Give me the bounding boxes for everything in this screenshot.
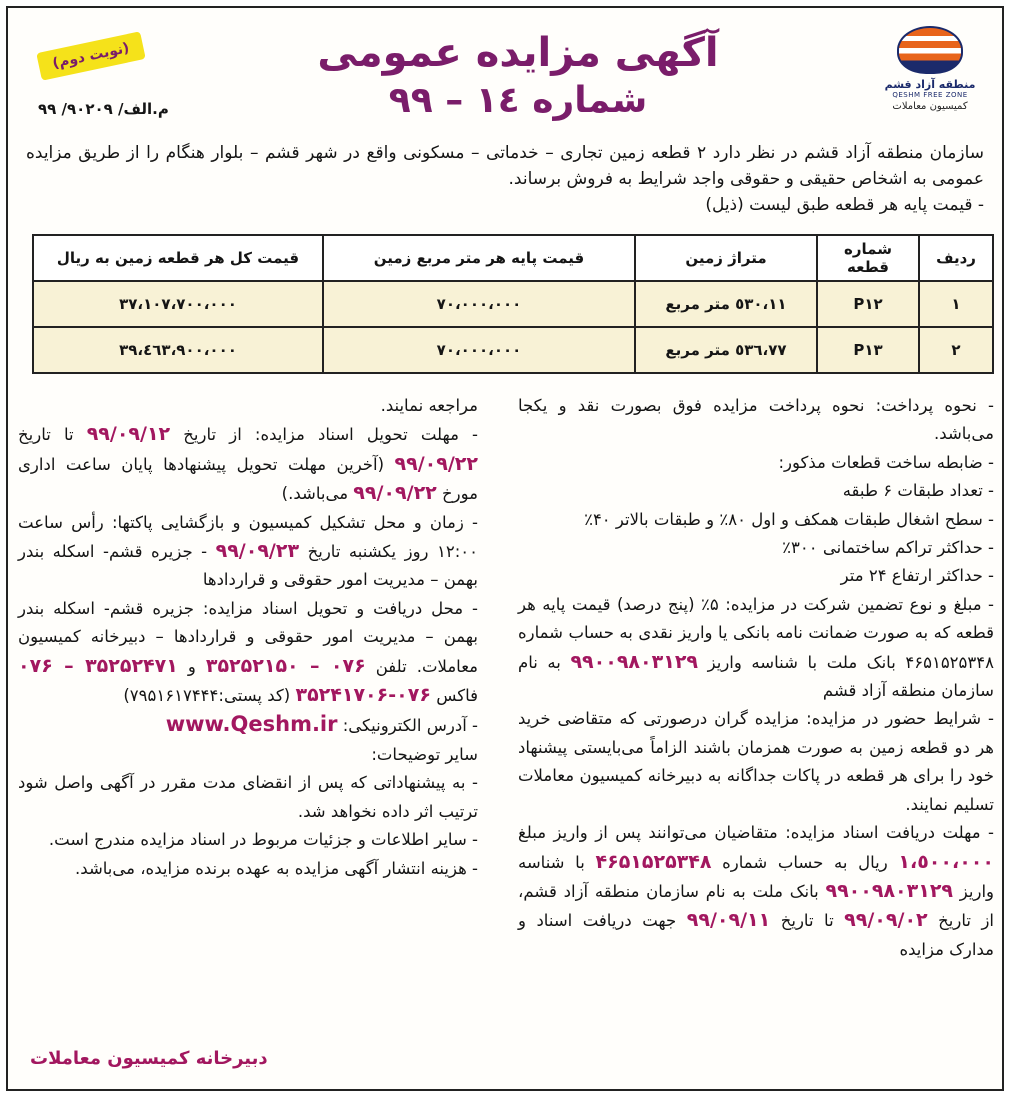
cell-plot: P١٣ <box>817 327 919 373</box>
cell-total-price: ٣٧،١٠٧،٧٠٠،٠٠٠ <box>33 281 323 327</box>
deliv-text-b: تا تاریخ <box>18 425 74 445</box>
docs-amount: ١،٥٠٠،٠٠٠ <box>898 850 995 873</box>
delivery-terms <box>18 420 478 508</box>
height-rule: - حداکثر ارتفاع ۲۴ متر <box>840 566 994 586</box>
cell-row: ١ <box>919 281 993 327</box>
cell-area: ٥٣٦،٧٧ متر مربع <box>635 327 817 373</box>
col-header-total-price: قیمت کل هر قطعه زمین به ریال <box>33 235 323 281</box>
docs-text-b: ریال به حساب شماره <box>722 852 888 872</box>
logo-subtitle: کمیسیون معاملات <box>892 101 968 112</box>
documents-terms <box>518 819 994 964</box>
right-column <box>518 392 994 964</box>
col-header-row: ردیف <box>919 235 993 281</box>
intro-paragraph <box>26 140 984 218</box>
building-rules-title: - ضابطه ساخت قطعات مذکور: <box>778 452 994 472</box>
col-header-plot: شماره قطعه <box>817 235 919 281</box>
deliv-text-d: می‌باشد.) <box>281 484 349 504</box>
qeshm-free-zone-emblem-icon <box>897 26 963 74</box>
docs-text-d: بانک ملت به نام سازمان منطقه آزاد قشم، از تاریخ <box>518 881 995 931</box>
intro-text: سازمان منطقه آزاد قشم در نظر دارد ٢ قطعه زمین تجاری – خدماتی – مسکونی واقع در شهر قشم – بلوار هنگام را از طریق مزایده عمومی به اشخاص حقیقی و حقوقی واجد شرایط به فروش برساند. <box>26 143 984 189</box>
website-link[interactable]: www.Qeshm.ir <box>165 712 338 737</box>
note-2: - سایر اطلاعات و جزئیات مربوط در اسناد مزایده مندرج است. <box>48 830 478 850</box>
refer-text: مراجعه نمایند. <box>380 396 478 415</box>
place-text-a: - محل دریافت و تحویل اسناد مزایده: جزیره قشم- اسکله بندر بهمن – مدیریت امور حقوقی و قراردادها – دبیرخانه کمیسیون معاملات. تلفن <box>18 598 478 676</box>
deposit-terms <box>518 591 994 706</box>
note-1: - به پیشنهاداتی که پس از انقضای مدت مقرر در آگهی واصل شود ترتیب اثر داده نخواهد شد. <box>18 773 478 821</box>
attendance-terms: - شرایط حضور در مزایده: مزایده گران درصورتی که متقاضی خرید هر دو قطعه زمین به صورت همزمان باشند الزاماً می‌بایستی پیشنهاد خود را برای هر قطعه در پاکات جداگانه به دبیرخانه کمیسیون معاملات تسلیم نمایند. <box>518 709 994 814</box>
table-row <box>33 327 993 373</box>
website-line <box>18 710 478 740</box>
cell-row: ٢ <box>919 327 993 373</box>
table-row <box>33 281 993 327</box>
deposit-payment-id: ۹۹۰۰۹۸۰۳۱۲۹ <box>570 650 699 673</box>
open-text-b: - جزیره قشم- اسکله بندر بهمن – مدیریت امور حقوقی و قراردادها <box>18 542 478 590</box>
open-date: ۹۹/۰۹/۲۳ <box>215 540 300 563</box>
deliv-text-c: (آخرین مهلت تحویل پیشنهادها پایان ساعت اداری مورخ <box>18 454 478 504</box>
col-header-area: متراژ زمین <box>635 235 817 281</box>
cell-base-price: ٧٠،٠٠٠،٠٠٠ <box>323 281 635 327</box>
cell-plot: P١٢ <box>817 281 919 327</box>
intro-note: - قیمت پایه هر قطعه طبق لیست (ذیل) <box>705 195 984 215</box>
round-badge: (نوبت دوم) <box>36 31 145 80</box>
cell-total-price: ٣٩،٤٦٣،٩٠٠،٠٠٠ <box>33 327 323 373</box>
payment-terms: - نحوه پرداخت: نحوه پرداخت مزایده فوق بصورت نقد و یکجا می‌باشد. <box>518 396 994 444</box>
fax-number: ۰۷۶-۳۵۲۴۱۷۰۶ <box>295 684 431 707</box>
logo <box>880 26 980 112</box>
density-rule: - حداکثر تراکم ساختمانی ۳۰۰٪ <box>782 538 994 558</box>
docs-account: ۴۶۵۱۵۲۵۳۴۸ <box>595 850 712 873</box>
docs-from-date: ۹۹/۰۹/۰۲ <box>844 909 928 932</box>
page-title: آگهی مزایده عمومی <box>317 30 719 76</box>
logo-name-fa: منطقه آزاد قشم <box>884 78 976 91</box>
docs-text-c: با شناسه واریز <box>518 852 995 901</box>
logo-name-en: QESHM FREE ZONE <box>892 91 968 99</box>
floors-rule: - تعداد طبقات ۶ طبقه <box>842 481 994 501</box>
title-block <box>308 28 728 124</box>
open-text-a: - زمان و محل تشکیل کمیسیون و بازگشایی پاکتها: رأس ساعت ۱۲:۰۰ روز یکشنبه تاریخ <box>18 512 479 562</box>
deposit-text-b: به نام سازمان منطقه آزاد قشم <box>518 652 994 701</box>
opening-terms <box>18 509 478 595</box>
deliv-last-date: ۹۹/۰۹/۲۲ <box>353 482 437 505</box>
contact-terms <box>18 595 478 711</box>
table-header-row <box>33 235 993 281</box>
deliv-text-a: - مهلت تحویل اسناد مزایده: از تاریخ <box>183 425 478 445</box>
price-table <box>32 234 994 374</box>
cell-area: ٥٣٠،١١ متر مربع <box>635 281 817 327</box>
postal-code: (کد پستی:۷۹۵۱۶۱۷۴۴۴) <box>123 686 291 706</box>
cell-base-price: ٧٠،٠٠٠،٠٠٠ <box>323 327 635 373</box>
phone-2: ۳۵۲۵۲۴۷۱ – ۰۷۶ <box>18 654 178 677</box>
docs-text-f: جهت دریافت اسناد و مدارک مزایده <box>518 911 994 959</box>
docs-payment-id: ۹۹۰۰۹۸۰۳۱۲۹ <box>825 879 954 902</box>
docs-text-e: تا تاریخ <box>780 911 834 931</box>
footer-signature: دبیرخانه کمیسیون معاملات <box>30 1048 268 1069</box>
phone-1: ۰۷۶ – ۳۵۲۵۲۱۵۰ <box>205 654 366 677</box>
deposit-text-a: - مبلغ و نوع تضمین شرکت در مزایده: ۵٪ (پنج درصد) قیمت پایه هر قطعه که به صورت ضمانت نامه بانکی یا واریز نقدی به حساب شماره ۴۶۵۱۵۲۵۳۴۸ بانک ملت با شناسه واریز <box>518 594 994 672</box>
place-text-b: و <box>187 656 196 676</box>
deliv-to-date: ۹۹/۰۹/۲۲ <box>394 452 478 475</box>
auction-number: شماره ١٤ – ٩٩ <box>388 80 648 121</box>
docs-text-a: - مهلت دریافت اسناد مزایده: متقاضیان می‌توانند پس از واریز مبلغ <box>518 823 994 843</box>
col-header-base-price: قیمت پایه هر متر مربع زمین <box>323 235 635 281</box>
left-column <box>18 392 478 883</box>
note-3: - هزینه انتشار آگهی مزایده به عهده برنده مزایده، می‌باشد. <box>75 858 478 878</box>
deliv-from-date: ۹۹/۰۹/۱۲ <box>86 423 171 446</box>
docs-to-date: ۹۹/۰۹/۱۱ <box>686 909 771 932</box>
place-text-c: فاکس <box>436 686 478 706</box>
occupancy-rule: - سطح اشغال طبقات همکف و اول ۸۰٪ و طبقات بالاتر ۴۰٪ <box>584 509 994 529</box>
website-label: - آدرس الکترونیکی: <box>342 716 478 736</box>
other-notes-title: سایر توضیحات: <box>371 744 478 764</box>
reference-number: م.الف/ ٩٠٢٠٩/ ٩٩ <box>38 100 169 118</box>
